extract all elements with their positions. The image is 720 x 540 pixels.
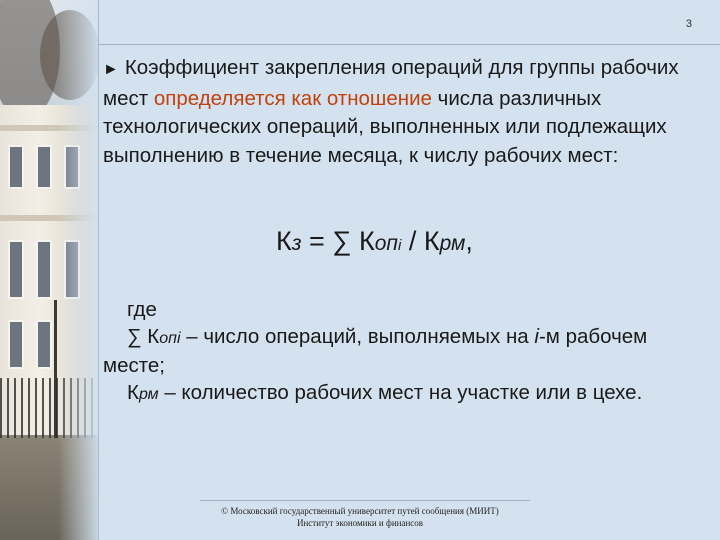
- line1-text: – число операций, выполняемых на: [180, 325, 535, 348]
- building-photo: [0, 0, 98, 540]
- page-number: 3: [685, 18, 692, 30]
- formula-k: К: [276, 226, 292, 256]
- formula-sub-i: i: [398, 237, 402, 254]
- window: [36, 320, 52, 369]
- k-rm: К: [127, 381, 139, 404]
- paragraph-text-end: числа различных технологических операций, выполненных или подлежащих выполнению в течение месяца, к числу рабочих мест:: [103, 86, 667, 167]
- explanation-line-2: [103, 379, 703, 408]
- window: [8, 145, 24, 189]
- i-index: i: [534, 325, 539, 348]
- explanation-block: [103, 296, 703, 408]
- left-divider: [98, 0, 99, 540]
- formula-sub-op: оп: [374, 232, 398, 255]
- paragraph-text: Коэффициент закрепления операций для группы рабочих мест: [103, 56, 679, 110]
- line2-text: – количество рабочих мест на участке или в цехе.: [158, 381, 643, 404]
- formula: [276, 226, 473, 257]
- sub-opi: опi: [159, 330, 181, 347]
- formula-eq-sum: = ∑ К: [301, 226, 375, 256]
- bullet-arrow-icon: ►: [103, 61, 119, 78]
- footer-line-1: © Московский государственный университет путей сообщения (МИИТ): [221, 506, 499, 516]
- window: [36, 145, 52, 189]
- footer-divider: [200, 500, 530, 501]
- formula-sub-rm: рм: [439, 232, 466, 255]
- sum-k: ∑ К: [127, 325, 160, 348]
- window: [8, 320, 24, 369]
- window: [8, 240, 24, 299]
- line1-text-end: -м рабочем месте;: [103, 325, 648, 377]
- footer: [190, 505, 530, 529]
- definition-paragraph: [103, 54, 693, 170]
- explanation-line-1: [103, 323, 703, 379]
- sub-rm: рм: [138, 386, 159, 403]
- formula-slash: / К: [401, 226, 440, 256]
- formula-comma: ,: [465, 226, 473, 256]
- window: [36, 240, 52, 299]
- footer-line-2: Институт экономики и финансов: [296, 518, 424, 528]
- formula-sub-z: з: [291, 232, 302, 255]
- paragraph-highlight: определяется как отношение: [153, 86, 432, 110]
- top-divider: [98, 44, 720, 45]
- photo-fade: [58, 0, 98, 540]
- where-label: где: [127, 298, 157, 321]
